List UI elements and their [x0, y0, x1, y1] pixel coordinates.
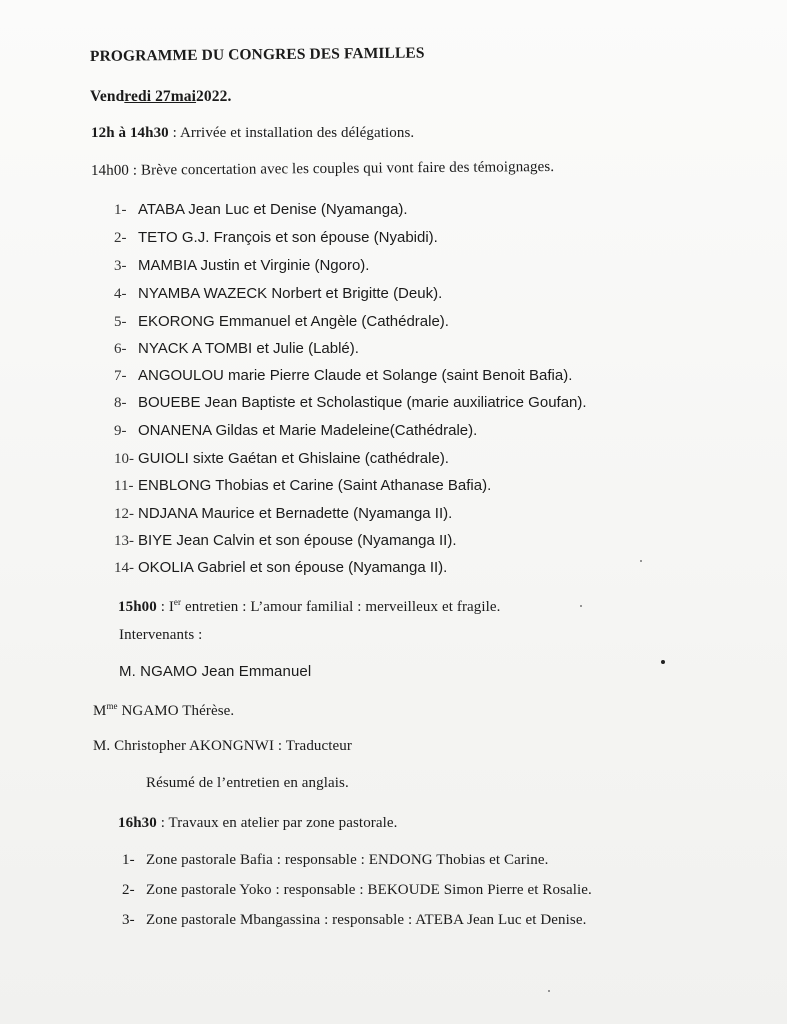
item-text: BIYE Jean Calvin et son épouse (Nyamanga II).	[138, 532, 457, 549]
paper-speck	[548, 990, 550, 992]
testimony-item	[114, 394, 587, 412]
session-text: Travaux en atelier par zone pastorale.	[168, 815, 398, 831]
item-number: 2-	[114, 230, 127, 246]
item-text: OKOLIA Gabriel et son épouse (Nyamanga II).	[138, 559, 448, 576]
ordinal-superscript: er	[173, 597, 182, 607]
item-text: ENBLONG Thobias et Carine (Saint Athanase Bafia).	[138, 477, 492, 494]
session-1-heading	[118, 597, 501, 616]
date-heading	[90, 88, 231, 106]
session-2-heading	[118, 815, 398, 832]
testimony-item	[114, 450, 449, 468]
schedule-time: 12h à 14h30	[91, 125, 169, 141]
item-text: NDJANA Maurice et Bernadette (Nyamanga II).	[138, 505, 453, 522]
item-text: GUIOLI sixte Gaétan et Ghislaine (cathédrale).	[138, 450, 449, 467]
schedule-concertation	[91, 159, 554, 180]
zone-item	[122, 912, 586, 929]
document-title: PROGRAMME DU CONGRES DES FAMILLES	[89, 44, 425, 65]
separator: :	[156, 815, 169, 831]
item-number: 1-	[122, 852, 135, 868]
paper-speck	[640, 560, 642, 562]
item-text: MAMBIA Justin et Virginie (Ngoro).	[138, 257, 370, 274]
paper-speck	[580, 605, 582, 607]
date-year: 2022.	[196, 88, 232, 105]
item-number: 12-	[114, 506, 134, 522]
item-text: NYACK A TOMBI et Julie (Lablé).	[138, 340, 359, 357]
speaker-prefix-superscript: me	[106, 701, 118, 711]
testimony-item	[114, 313, 449, 331]
separator: :	[156, 599, 169, 615]
schedule-text: Arrivée et installation des délégations.	[179, 125, 415, 141]
date-underlined-part: redi 27mai	[124, 88, 197, 105]
testimony-item	[114, 505, 452, 523]
item-text: BOUEBE Jean Baptiste et Scholastique (marie auxiliatrice Goufan).	[138, 394, 587, 411]
testimony-item	[114, 532, 457, 550]
speaker-name: NGAMO Thérèse.	[117, 703, 235, 719]
testimony-item	[114, 257, 369, 275]
item-number: 2-	[122, 882, 135, 898]
item-number: 6-	[114, 341, 127, 357]
item-number: 4-	[114, 286, 127, 302]
testimony-item	[114, 367, 572, 385]
item-number: 8-	[114, 395, 127, 411]
item-number: 1-	[114, 202, 127, 218]
item-number: 13-	[114, 533, 134, 549]
zone-item	[122, 852, 548, 869]
testimony-item	[114, 477, 491, 495]
item-text: TETO G.J. François et son épouse (Nyabidi).	[138, 229, 438, 246]
item-text: ONANENA Gildas et Marie Madeleine(Cathédrale).	[138, 422, 478, 439]
item-number: 10-	[114, 451, 134, 467]
schedule-arrival	[91, 125, 414, 142]
zone-item	[122, 882, 592, 899]
item-number: 9-	[114, 423, 127, 439]
session-text: entretien : L’amour familial : merveilleux et fragile.	[181, 599, 501, 615]
testimony-item	[114, 340, 359, 358]
speakers-label: Intervenants :	[119, 627, 203, 643]
speaker-prefix: M	[93, 703, 107, 719]
speaker-3: M. Christopher AKONGNWI : Traducteur	[93, 738, 352, 754]
item-number: 11-	[114, 478, 134, 494]
separator: :	[168, 125, 180, 141]
item-text: ANGOULOU marie Pierre Claude et Solange (saint Benoit Bafia).	[138, 367, 573, 384]
item-text: NYAMBA WAZECK Norbert et Brigitte (Deuk).	[138, 285, 443, 302]
item-number: 3-	[114, 258, 127, 274]
item-text: ATABA Jean Luc et Denise (Nyamanga).	[138, 201, 408, 218]
item-number: 3-	[122, 912, 135, 928]
item-number: 5-	[114, 314, 127, 330]
testimony-item	[114, 285, 442, 303]
date-part: Vend	[90, 88, 125, 105]
speaker-1: M. NGAMO Jean Emmanuel	[119, 663, 312, 680]
schedule-time: 14h00	[90, 162, 130, 179]
session-time: 16h30	[118, 815, 157, 831]
schedule-text: Brève concertation avec les couples qui vont faire des témoignages.	[140, 158, 555, 179]
testimony-item	[114, 229, 438, 247]
item-text: Zone pastorale Mbangassina : responsable : ATEBA Jean Luc et Denise.	[146, 912, 587, 928]
item-text: Zone pastorale Yoko : responsable : BEKOUDE Simon Pierre et Rosalie.	[146, 882, 592, 898]
ink-dot	[661, 660, 665, 664]
separator: :	[128, 162, 142, 179]
testimony-item	[114, 201, 408, 219]
item-text: EKORONG Emmanuel et Angèle (Cathédrale).	[138, 313, 449, 330]
session-summary: Résumé de l’entretien en anglais.	[146, 775, 349, 791]
item-number: 7-	[114, 368, 127, 384]
speaker-2	[93, 701, 234, 720]
testimony-item	[114, 422, 477, 440]
item-text: Zone pastorale Bafia : responsable : ENDONG Thobias et Carine.	[146, 852, 549, 868]
session-time: 15h00	[118, 599, 157, 615]
ordinal: I	[168, 599, 174, 615]
testimony-item	[114, 559, 447, 577]
item-number: 14-	[114, 560, 134, 576]
